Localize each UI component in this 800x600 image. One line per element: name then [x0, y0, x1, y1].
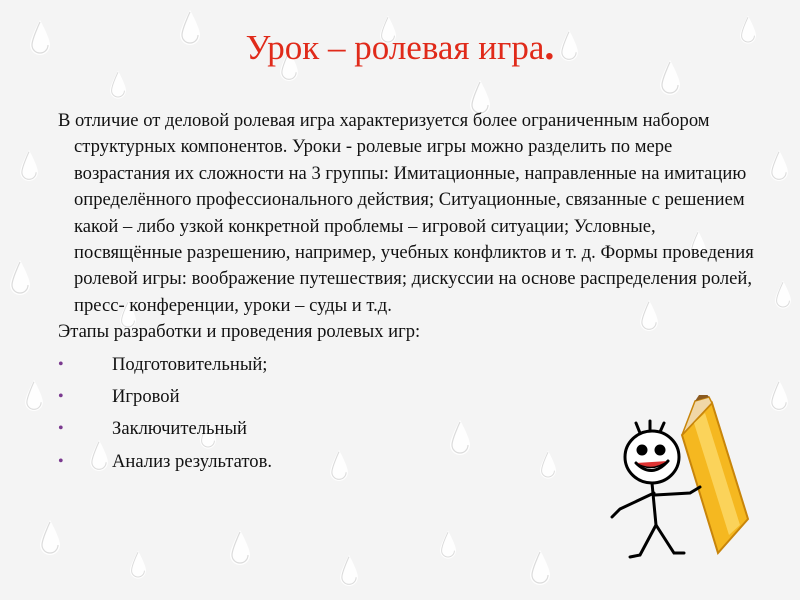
list-item-text: Подготовительный;	[112, 353, 268, 375]
bullet-icon: •	[58, 452, 64, 470]
body-paragraph: В отличие от деловой ролевая игра характеризуется более ограниченным набором структурных компонентов. Уроки - ролевые игры можно разделить по мере возрастания их сложности на 3 группы: Имитационные, направленные на имитацию определённого профессионального действия; Ситуационные, связанные с решением какой – либо узкой конкретной проблемы – игровой ситуации; Условные, посвящённые разрешению, например, учебных конфликтов и т. д. Формы проведения ролевой игры: воображение путешествия; дискуссии на основе распределения ролей, пресс- конференции, уроки – суды и т.д.	[58, 110, 754, 316]
list-item-text: Игровой	[112, 386, 180, 408]
stages-heading: Этапы разработки и проведения ролевых игр:	[58, 321, 421, 343]
stick-figure-with-pencil-illustration	[600, 395, 770, 565]
slide-title	[0, 22, 800, 69]
slide-title-text: Урок – ролевая игра	[245, 28, 545, 67]
bullet-icon: •	[58, 388, 64, 406]
bullet-icon: •	[58, 420, 64, 438]
bullet-icon: •	[58, 355, 64, 373]
list-item-text: Заключительный	[112, 418, 247, 440]
list-item	[58, 352, 758, 378]
slide-title-dot: .	[544, 23, 555, 68]
pencil-icon	[682, 395, 748, 553]
list-item-text: Анализ результатов.	[112, 450, 273, 472]
